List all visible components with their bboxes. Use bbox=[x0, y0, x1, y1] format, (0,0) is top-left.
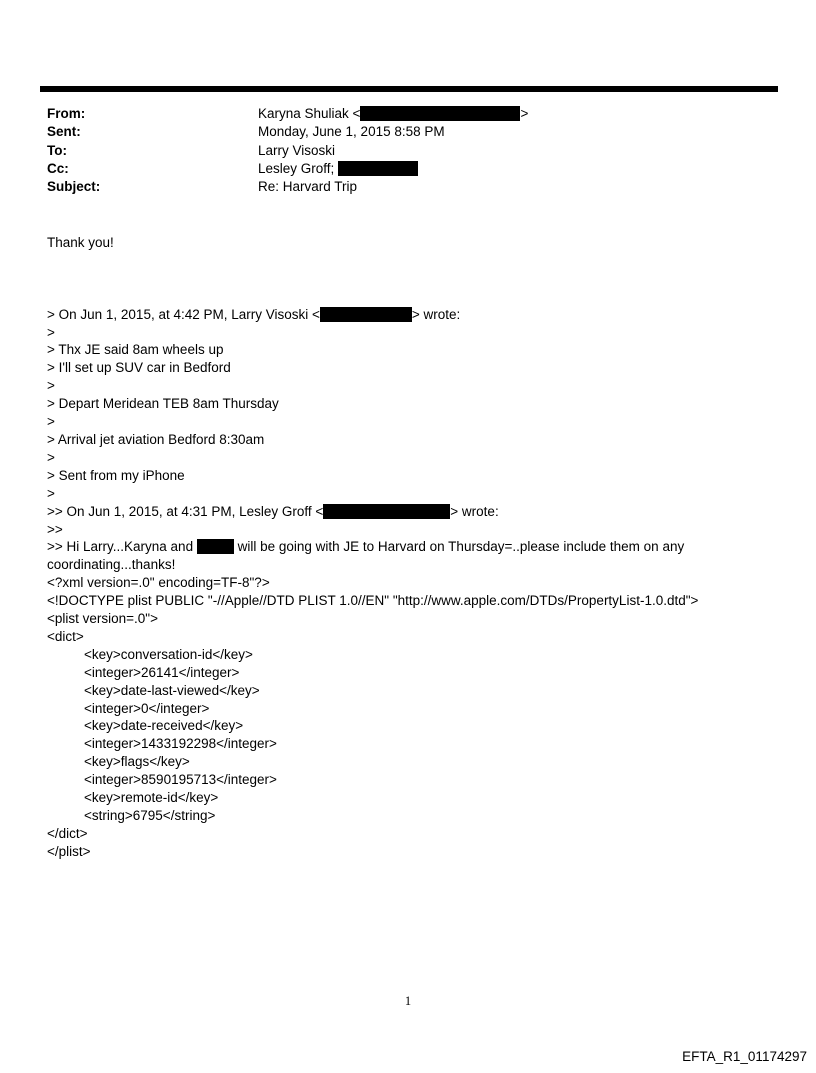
body-line bbox=[47, 324, 787, 342]
body-line bbox=[47, 646, 787, 664]
header-row bbox=[47, 160, 787, 178]
text-run: <key>date-last-viewed</key> bbox=[84, 682, 260, 698]
header-row bbox=[47, 105, 787, 123]
text-run: <key>flags</key> bbox=[84, 754, 190, 770]
text-run: Thank you! bbox=[47, 235, 114, 250]
text-run: Larry Visoski bbox=[258, 142, 336, 158]
text-run bbox=[47, 271, 51, 286]
body-line bbox=[47, 664, 787, 682]
body-line bbox=[47, 395, 787, 413]
text-run: will be going with JE to Harvard on Thursday=..please include them on any bbox=[233, 539, 685, 555]
text-run: <integer>26141</integer> bbox=[84, 664, 240, 680]
text-run: > bbox=[47, 449, 55, 465]
header-row bbox=[47, 178, 787, 196]
header-field-label: Sent: bbox=[47, 124, 81, 140]
text-run: Lesley Groff; bbox=[258, 160, 339, 176]
text-run: <string>6795</string> bbox=[84, 808, 216, 823]
text-run: > bbox=[47, 378, 55, 394]
header-field-value bbox=[258, 160, 418, 178]
body-line bbox=[47, 610, 787, 628]
body-line bbox=[47, 377, 787, 395]
body-line bbox=[47, 449, 787, 467]
header-field-label: Subject: bbox=[47, 179, 101, 195]
redaction-bar bbox=[360, 106, 520, 121]
body-line bbox=[47, 521, 787, 539]
body-line bbox=[47, 592, 787, 610]
body-line bbox=[47, 359, 787, 377]
text-run: <integer>0</integer> bbox=[84, 700, 210, 716]
body-line bbox=[47, 700, 787, 718]
body-line bbox=[47, 234, 787, 252]
email-body bbox=[47, 234, 787, 861]
body-line bbox=[47, 682, 787, 700]
body-line bbox=[47, 413, 787, 431]
body-line bbox=[47, 288, 787, 306]
text-run: > Arrival jet aviation Bedford 8:30am bbox=[47, 431, 265, 447]
text-run: <integer>1433192298</integer> bbox=[84, 736, 277, 752]
header-row bbox=[47, 142, 787, 160]
redaction-bar bbox=[323, 504, 450, 519]
text-run: > bbox=[47, 485, 55, 501]
top-rule bbox=[40, 86, 778, 92]
body-line bbox=[47, 843, 787, 861]
text-run: > bbox=[520, 106, 529, 121]
text-run: </dict> bbox=[47, 825, 88, 841]
text-run: <?xml version=.0" encoding=TF-8"?> bbox=[47, 575, 270, 591]
text-run: Re: Harvard Trip bbox=[258, 179, 358, 195]
body-line bbox=[47, 341, 787, 359]
text-run: <key>date-received</key> bbox=[84, 718, 244, 734]
body-line bbox=[47, 503, 787, 521]
body-line bbox=[47, 735, 787, 753]
header-field-label: From: bbox=[47, 106, 86, 121]
text-run: <!DOCTYPE plist PUBLIC "-//Apple//DTD PLIST 1.0//EN" "http://www.apple.com/DTDs/PropertyList-1.0.dtd"> bbox=[47, 593, 699, 609]
text-run: > Thx JE said 8am wheels up bbox=[47, 342, 224, 358]
header-field-value bbox=[258, 123, 445, 141]
body-line bbox=[47, 270, 787, 288]
body-line bbox=[47, 556, 787, 574]
text-run: <dict> bbox=[47, 628, 84, 644]
text-run bbox=[47, 289, 51, 304]
body-line bbox=[47, 717, 787, 735]
body-line bbox=[47, 807, 787, 825]
text-run: > Sent from my iPhone bbox=[47, 467, 185, 483]
body-line bbox=[47, 306, 787, 324]
redaction-bar bbox=[197, 539, 234, 554]
header-row bbox=[47, 123, 787, 141]
body-line bbox=[47, 753, 787, 771]
text-run: >> bbox=[47, 521, 63, 537]
header-field-label: To: bbox=[47, 142, 67, 158]
text-run bbox=[47, 253, 51, 268]
header-field-value bbox=[258, 178, 357, 196]
redaction-bar bbox=[338, 161, 418, 176]
body-line bbox=[47, 825, 787, 843]
text-run: <integer>8590195713</integer> bbox=[84, 772, 277, 788]
page-number: 1 bbox=[404, 994, 412, 1008]
body-line bbox=[47, 431, 787, 449]
text-run: <plist version=.0"> bbox=[47, 611, 158, 627]
text-run: </plist> bbox=[47, 843, 91, 859]
text-run: <key>remote-id</key> bbox=[84, 790, 219, 806]
text-run: >> Hi Larry...Karyna and bbox=[47, 539, 197, 555]
body-line bbox=[47, 771, 787, 789]
text-run: > bbox=[47, 324, 55, 340]
redaction-bar bbox=[320, 307, 412, 322]
text-run: > I'll set up SUV car in Bedford bbox=[47, 360, 231, 376]
text-run: Karyna Shuliak < bbox=[258, 106, 361, 121]
header-field-label: Cc: bbox=[47, 160, 69, 176]
text-run: > wrote: bbox=[450, 503, 499, 519]
body-line bbox=[47, 574, 787, 592]
body-line bbox=[47, 485, 787, 503]
text-run: Monday, June 1, 2015 8:58 PM bbox=[258, 124, 445, 140]
text-run: > Depart Meridean TEB 8am Thursday bbox=[47, 396, 279, 412]
body-line bbox=[47, 789, 787, 807]
body-line bbox=[47, 467, 787, 485]
text-run: <key>conversation-id</key> bbox=[84, 646, 253, 662]
text-run: > bbox=[47, 414, 55, 430]
text-run: coordinating...thanks! bbox=[47, 557, 176, 573]
text-run: > wrote: bbox=[411, 306, 461, 322]
body-line bbox=[47, 252, 787, 270]
body-line bbox=[47, 628, 787, 646]
header-field-value bbox=[258, 105, 528, 123]
header-field-value bbox=[258, 142, 335, 160]
body-line bbox=[47, 538, 787, 556]
bates-number: EFTA_R1_01174297 bbox=[682, 1049, 807, 1064]
text-run: > On Jun 1, 2015, at 4:42 PM, Larry Visoski < bbox=[47, 306, 320, 322]
email-header bbox=[47, 105, 787, 196]
text-run: >> On Jun 1, 2015, at 4:31 PM, Lesley Groff < bbox=[47, 503, 324, 519]
